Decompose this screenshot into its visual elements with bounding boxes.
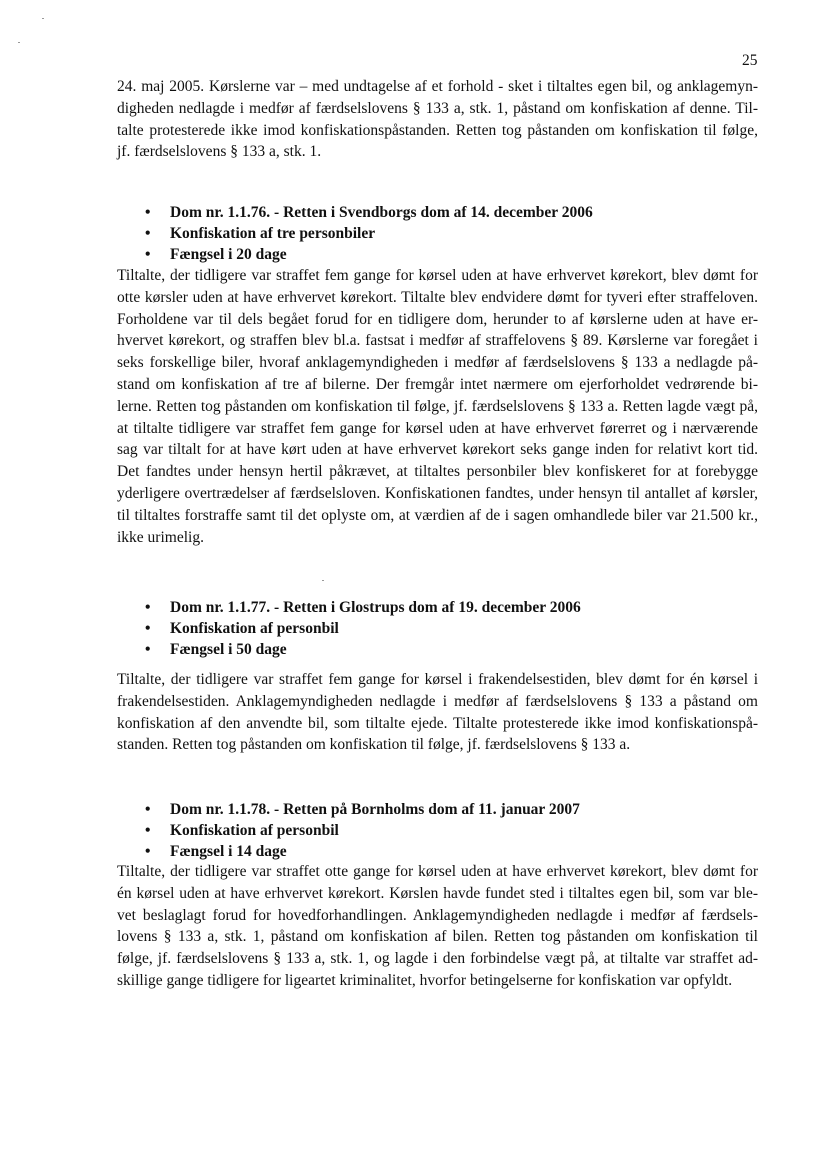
case-summary-item: • Konfiskation af personbil xyxy=(142,820,742,841)
case-heading-list xyxy=(142,202,742,265)
text-line: ikke urimelig. xyxy=(117,528,204,546)
text-line: Forholdene var til dels begået forud for en tidligere dom, herunder to af kørslerne uden at have er- xyxy=(117,310,758,328)
text-line: hvervet kørekort, og straffen blev bl.a. fastsat i medfør af straffelovens § 89. Kørslerne var foregået i xyxy=(117,332,758,350)
page-number: 25 xyxy=(742,52,758,69)
case-summary-item: • Fængsel i 20 dage xyxy=(142,244,742,265)
text-line: til tiltaltes forstraffe samt til det oplyste om, at værdien af de i sagen omhandlede biler var 21.500 kr., xyxy=(117,506,758,524)
paragraph xyxy=(117,861,758,992)
text-line: Tiltalte, der tidligere var straffet otte gange for kørsel uden at have erhvervet kørekort, blev dømt for xyxy=(117,863,758,880)
text-line: konfiskation af den anvendte bil, som tiltalte ejede. Tiltalte protesterede ikke imod konfiskationspå- xyxy=(117,714,758,732)
paragraph xyxy=(117,265,758,548)
text-line: frakendelsestiden. Anklagemyndigheden nedlagde i medfør af færdselslovens § 133 a påstand om xyxy=(117,692,758,710)
scan-speck xyxy=(42,18,44,19)
scan-speck xyxy=(18,42,20,43)
text-line: seks forskellige biler, hvoraf anklagemyndigheden i medfør af færdselslovens § 133 a nedlagde på- xyxy=(117,354,758,372)
text-line: skillige gange tidligere for ligeartet kriminalitet, hvorfor betingelserne for konfiskation var opfyldt. xyxy=(117,971,733,989)
text-line: Tiltalte, der tidligere var straffet fem gange for kørsel uden at have erhvervet kørekort, blev dømt for xyxy=(117,267,758,284)
text-line: vet beslaglagt forud for hovedforhandlingen. Anklagemyndigheden nedlagde i medfør af færdsels- xyxy=(117,906,758,924)
case-summary-item: • Fængsel i 14 dage xyxy=(142,841,742,862)
text-line: lovens § 133 a, stk. 1, påstand om konfiskation af bilen. Retten tog påstanden om konfiskation til xyxy=(117,928,758,946)
case-summary-item: • Konfiskation af tre personbiler xyxy=(142,223,742,244)
text-line: otte kørsler uden at have erhvervet kørekort. Tiltalte blev endvidere dømt for tyveri efter straffeloven. xyxy=(117,288,758,306)
text-line: yderligere overtrædelser af færdselsloven. Konfiskationen fandtes, under hensyn til antallet af kørsler, xyxy=(117,484,758,502)
scan-speck xyxy=(322,580,324,581)
text-line: at tiltalte tidligere var straffet fem gange for kørsel uden at have erhvervet førerret og i nærværende xyxy=(117,419,758,437)
case-title: • Dom nr. 1.1.76. - Retten i Svendborgs dom af 14. december 2006 xyxy=(142,202,742,223)
text-line: én kørsel uden at have erhvervet kørekort. Kørslen havde fundet sted i tiltaltes egen bil, som var ble- xyxy=(117,884,758,902)
text-line: Det fandtes under hensyn hertil påkrævet, at tiltaltes personbiler blev konfiskeret for at forebygge xyxy=(117,463,758,481)
text-line: følge, jf. færdselslovens § 133 a, stk. 1, og lagde i den forbindelse vægt på, at tiltalte var straffet ad- xyxy=(117,950,758,968)
case-title: • Dom nr. 1.1.77. - Retten i Glostrups dom af 19. december 2006 xyxy=(142,597,742,618)
text-line: 24. maj 2005. Kørslerne var – med undtagelse af et forhold - sket i tiltaltes egen bil, og anklagemyn- xyxy=(117,78,758,95)
paragraph xyxy=(117,669,758,756)
text-line: lerne. Retten tog påstanden om konfiskation til følge, jf. færdselslovens § 133 a. Retten lagde vægt på, xyxy=(117,397,758,415)
text-line: jf. færdselslovens § 133 a, stk. 1. xyxy=(117,143,322,161)
case-summary-item: • Konfiskation af personbil xyxy=(142,618,742,639)
text-line: talte protesterede ikke imod konfiskationspåstanden. Retten tog påstanden om konfiskation til følge, xyxy=(117,121,758,139)
case-summary-item: • Fængsel i 50 dage xyxy=(142,639,742,660)
text-line: sag var tiltalt for at have kørt uden at have erhvervet kørekort seks gange inden for relativt kort tid. xyxy=(117,441,758,459)
case-title: • Dom nr. 1.1.78. - Retten på Bornholms dom af 11. januar 2007 xyxy=(142,799,742,820)
text-line: stand om konfiskation af tre af bilerne. Der fremgår intet nærmere om ejerforholdet vedrørende bi- xyxy=(117,375,758,393)
text-line: digheden nedlagde i medfør af færdselslovens § 133 a, stk. 1, påstand om konfiskation af denne. Til- xyxy=(117,99,758,117)
case-heading-list xyxy=(142,799,742,862)
paragraph xyxy=(117,76,758,163)
case-heading-list xyxy=(142,597,742,660)
text-line: standen. Retten tog påstanden om konfiskation til følge, jf. færdselslovens § 133 a. xyxy=(117,736,631,754)
text-line: Tiltalte, der tidligere var straffet fem gange for kørsel i frakendelsestiden, blev dømt for én kørsel i xyxy=(117,671,758,688)
